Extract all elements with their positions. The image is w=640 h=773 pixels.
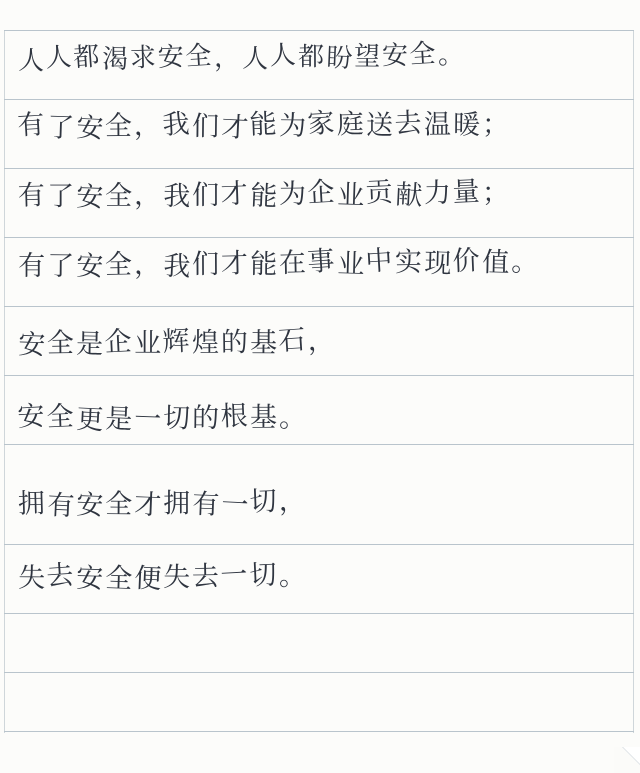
handwritten-line-5: 安全是企业辉煌的基石， [17,324,338,362]
paper-right-margin [633,30,634,733]
rule-line [4,444,634,445]
handwritten-line-8: 失去安全便失去一切。 [18,558,309,596]
rule-line [4,613,634,614]
handwritten-line-4: 有了安全，我们才能在事业中实现价值。 [18,244,541,283]
handwritten-line-2: 有了安全，我们才能为家庭送去温暖； [16,107,512,145]
handwritten-line-3: 有了安全，我们才能为企业贡献力量； [17,176,512,214]
handwritten-line-6: 安全更是一切的根基。 [16,400,309,437]
handwritten-line-1: 人人都渴求安全，人人都盼望安全。 [17,38,467,77]
rule-line [4,30,634,31]
paper-left-margin [4,30,5,733]
rule-line [4,672,634,673]
page-corner [614,747,640,773]
rule-line [4,544,634,545]
rule-line [4,306,634,307]
rule-line [4,168,634,169]
rule-line [4,731,634,732]
rule-line [4,237,634,238]
rule-line [4,99,634,100]
rule-line [4,375,634,376]
handwritten-line-7: 拥有安全才拥有一切， [17,484,309,523]
